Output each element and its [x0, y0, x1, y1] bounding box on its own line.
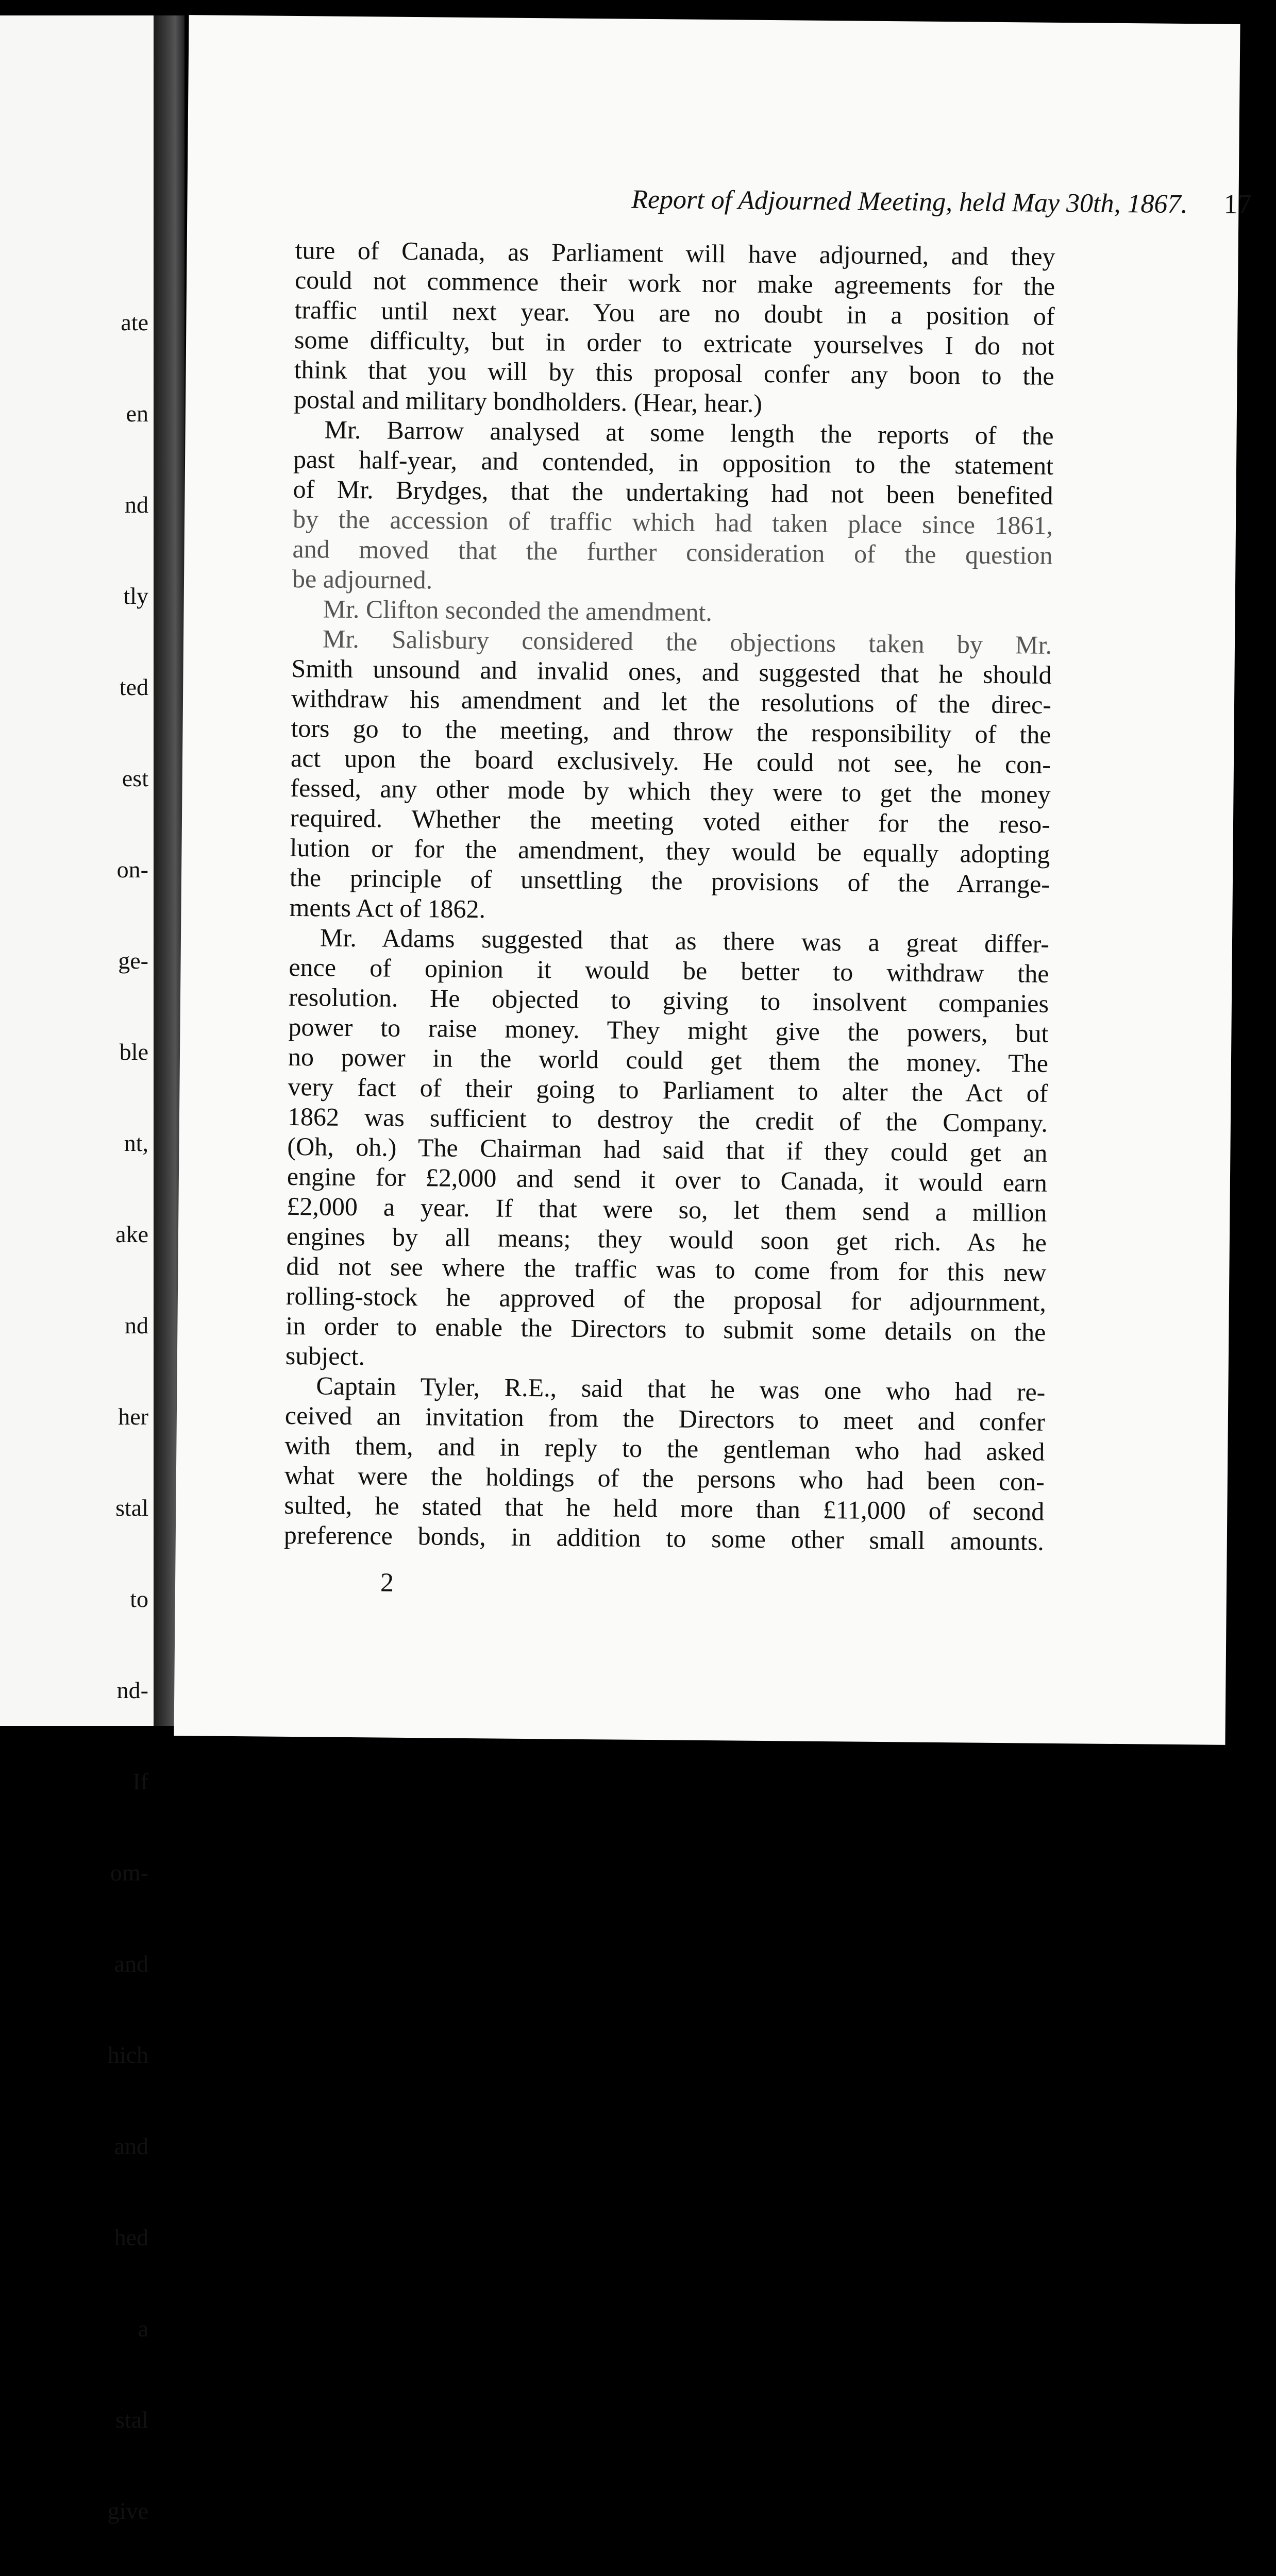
- text-line: fessed, any other mode by which they were to get the money: [290, 773, 1051, 809]
- left-line: and: [114, 2133, 148, 2159]
- text-line: postal and military bondholders. (Hear, hear.): [293, 384, 763, 418]
- body-text: [284, 235, 1055, 1556]
- text-line: with them, and in reply to the gentleman who had asked: [284, 1430, 1045, 1466]
- text-line: traffic until next year. You are no doubt in a position of: [294, 295, 1055, 331]
- left-line: If: [132, 1768, 148, 1794]
- text-line: be adjourned.: [292, 564, 433, 595]
- text-line: very fact of their going to Parliament to alter the Act of: [288, 1072, 1048, 1108]
- left-line: hed: [114, 2224, 148, 2250]
- left-page-fragment: [0, 15, 154, 2524]
- left-line: om-: [110, 1859, 148, 1886]
- text-line: ence of opinion it would be better to withdraw the: [289, 952, 1049, 988]
- left-page-text: [101, 246, 148, 2576]
- main-page: [174, 15, 1252, 1745]
- text-line: did not see where the traffic was to come from for this new: [286, 1251, 1047, 1287]
- text-line: preference bonds, in addition to some other small amounts.: [283, 1520, 1045, 1556]
- left-line: ate: [121, 309, 148, 335]
- left-line: ted: [119, 674, 148, 700]
- left-line: give: [107, 2498, 148, 2524]
- text-line: subject.: [285, 1341, 365, 1371]
- text-line: 1862 was sufficient to destroy the credit of the Company.: [287, 1101, 1048, 1138]
- text-line: what were the holdings of the persons who had been con-: [284, 1460, 1045, 1496]
- left-line: a: [138, 2315, 148, 2342]
- text-line: Smith unsound and invalid ones, and suggested that he should: [291, 653, 1052, 689]
- text-line: resolution. He objected to giving to insolvent companies: [288, 982, 1049, 1018]
- left-line: est: [122, 765, 148, 791]
- left-line: nd: [125, 1312, 148, 1338]
- text-line: the principle of unsettling the provisions of the Arrange-: [289, 862, 1050, 899]
- left-line: and: [114, 1951, 148, 1977]
- left-line: ake: [115, 1221, 148, 1247]
- page-number: 17: [1223, 188, 1252, 220]
- text-line: in order to enable the Directors to submit some details on the: [286, 1311, 1046, 1347]
- left-line: stal: [115, 2406, 148, 2433]
- left-line: ge-: [118, 947, 148, 974]
- text-line: ceived an invitation from the Directors to meet and confer: [284, 1400, 1046, 1436]
- text-line: Mr. Salisbury considered the objections taken by Mr.: [322, 624, 1052, 659]
- left-line: en: [126, 400, 148, 427]
- text-line: act upon the board exclusively. He could not see, he con-: [290, 743, 1051, 779]
- text-line: could not commence their work nor make agreements for the: [294, 265, 1055, 301]
- text-line: (Oh, oh.) The Chairman had said that if they could get an: [287, 1131, 1048, 1167]
- running-title: Report of Adjourned Meeting, held May 30th, 1867.: [631, 184, 1188, 219]
- text-line: by the accession of traffic which had taken place since 1861,: [292, 504, 1053, 540]
- text-line: Mr. Barrow analysed at some length the reports of the: [324, 415, 1054, 450]
- text-line: sulted, he stated that he held more than £11,000 of second: [284, 1490, 1045, 1526]
- text-line: think that you will by this proposal confer any boon to the: [294, 354, 1054, 391]
- text-line: tors go to the meeting, and throw the responsibility of the: [291, 713, 1051, 749]
- text-line: engine for £2,000 and send it over to Canada, it would earn: [287, 1161, 1048, 1197]
- left-line: her: [118, 1403, 148, 1430]
- text-line: withdraw his amendment and let the resolutions of the direc-: [291, 683, 1052, 719]
- text-line: engines by all means; they would soon get rich. As he: [286, 1221, 1047, 1257]
- text-line: Mr. Adams suggested that as there was a great differ-: [320, 923, 1050, 958]
- text-line: of Mr. Brydges, that the undertaking had not been benefited: [293, 474, 1053, 510]
- text-line: ments Act of 1862.: [289, 892, 486, 924]
- text-line: past half-year, and contended, in opposition to the statement: [293, 444, 1054, 480]
- running-header: [365, 180, 1251, 220]
- left-line: nt,: [124, 1130, 148, 1156]
- text-line: and moved that the further consideration of the question: [292, 534, 1053, 570]
- text-line: Mr. Clifton seconded the amendment.: [323, 594, 713, 627]
- text-line: required. Whether the meeting voted either for the reso-: [290, 803, 1051, 839]
- text-line: Captain Tyler, R.E., said that he was one who had re-: [316, 1371, 1046, 1406]
- left-line: nd-: [116, 1677, 148, 1703]
- left-line: on-: [116, 856, 148, 883]
- left-line: nd: [125, 492, 148, 518]
- text-line: rolling-stock he approved of the proposal for adjournment,: [286, 1281, 1047, 1317]
- left-line: tly: [123, 583, 148, 609]
- left-line: to: [130, 1586, 148, 1612]
- signature-mark: 2: [380, 1568, 394, 1598]
- left-line: stal: [115, 1495, 148, 1521]
- text-line: no power in the world could get them the money. The: [288, 1042, 1049, 1078]
- text-line: some difficulty, but in order to extricate yourselves I do not: [294, 325, 1055, 361]
- text-line: power to raise money. They might give the powers, but: [288, 1012, 1049, 1048]
- text-line: ture of Canada, as Parliament will have adjourned, and they: [295, 235, 1055, 271]
- left-line: ble: [119, 1039, 148, 1065]
- text-line: £2,000 a year. If that were so, let them send a million: [287, 1191, 1047, 1227]
- text-line: lution or for the amendment, they would be equally adopting: [290, 833, 1050, 869]
- left-line: hich: [107, 2042, 148, 2068]
